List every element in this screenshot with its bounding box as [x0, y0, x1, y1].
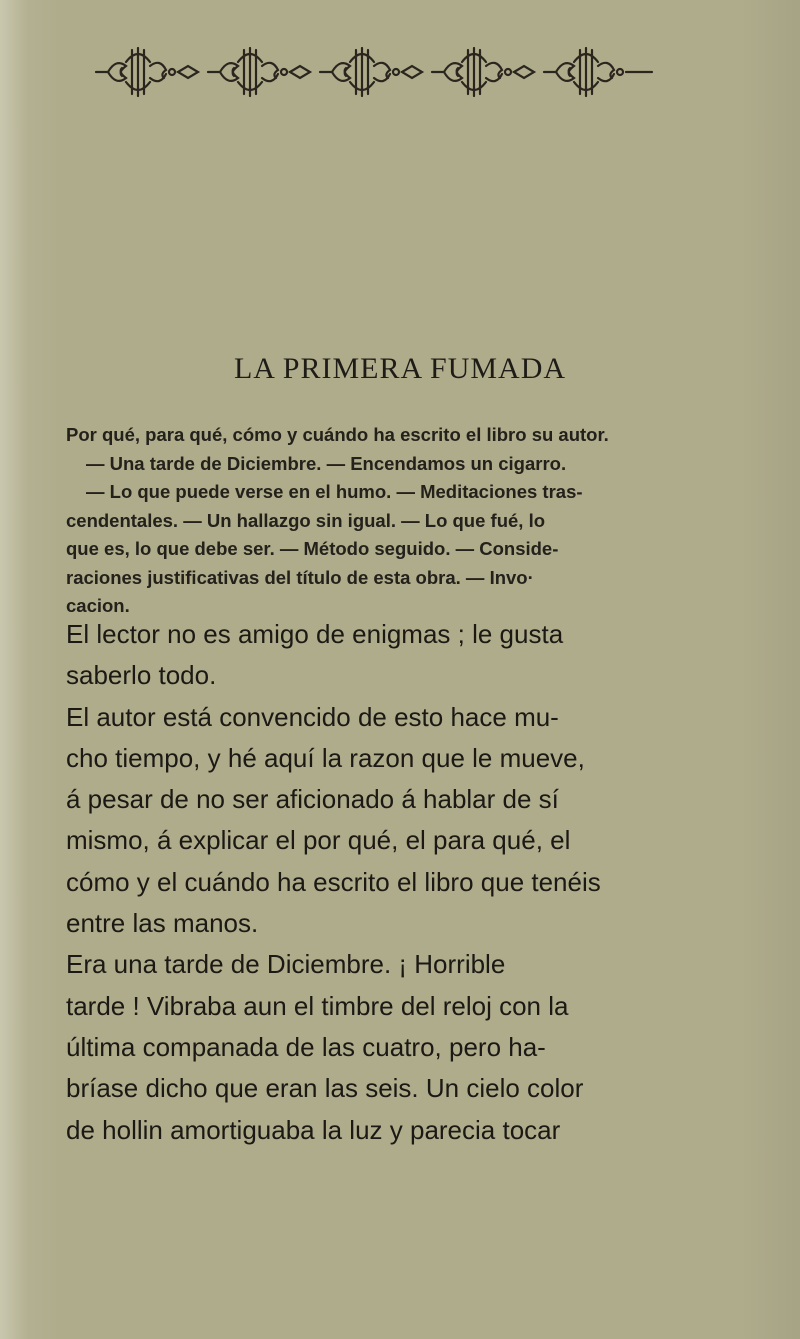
- body-line: de hollin amortiguaba la luz y parecia tocar: [66, 1114, 561, 1145]
- ornament-unit-icon: [320, 48, 422, 96]
- ornament-unit-icon: [208, 48, 310, 96]
- summary-line: que es, lo que debe ser. — Método seguido. — Conside-: [66, 538, 559, 559]
- summary-line: cendentales. — Un hallazgo sin igual. — Lo que fué, lo: [66, 509, 546, 531]
- body-line: bríase dicho que eran las seis. Un cielo color: [66, 1073, 584, 1104]
- ornament-unit-icon: [96, 48, 198, 96]
- chapter-body: [66, 614, 776, 1151]
- summary-line: — Lo que puede verse en el humo. — Meditaciones tras-: [86, 481, 583, 502]
- body-line: cho tiempo, y hé aquí la razon que le mueve,: [66, 742, 585, 773]
- body-line: El autor está convencido de esto hace mu-: [66, 701, 559, 732]
- body-line: á pesar de no ser aficionado á hablar de sí: [66, 784, 559, 815]
- body-line: mismo, á explicar el por qué, el para qué, el: [66, 825, 571, 856]
- body-line: entre las manos.: [66, 908, 259, 939]
- body-line: Era una tarde de Diciembre. ¡ Horrible: [66, 949, 506, 980]
- summary-line: — Una tarde de Diciembre. — Encendamos un cigarro.: [86, 452, 567, 474]
- summary-line: Por qué, para qué, cómo y cuándo ha escrito el libro su autor.: [66, 424, 609, 445]
- chapter-title: LA PRIMERA FUMADA: [233, 352, 567, 385]
- ornament-unit-icon: [544, 48, 652, 96]
- summary-line: cacion.: [66, 595, 130, 616]
- body-line: saberlo todo.: [66, 660, 217, 691]
- summary-line: raciones justificativas del título de esta obra. — Invo·: [66, 566, 534, 588]
- body-line: última companada de las cuatro, pero ha-: [66, 1031, 546, 1062]
- page-gutter-shading: [0, 0, 28, 1339]
- decorative-header-ornament-icon: [86, 42, 696, 102]
- chapter-summary: [66, 421, 766, 621]
- body-line: tarde ! Vibraba aun el timbre del reloj con la: [66, 990, 569, 1021]
- body-line: cómo y el cuándo ha escrito el libro que tenéis: [66, 866, 601, 897]
- body-line: El lector no es amigo de enigmas ; le gusta: [66, 619, 564, 649]
- ornament-unit-icon: [432, 48, 534, 96]
